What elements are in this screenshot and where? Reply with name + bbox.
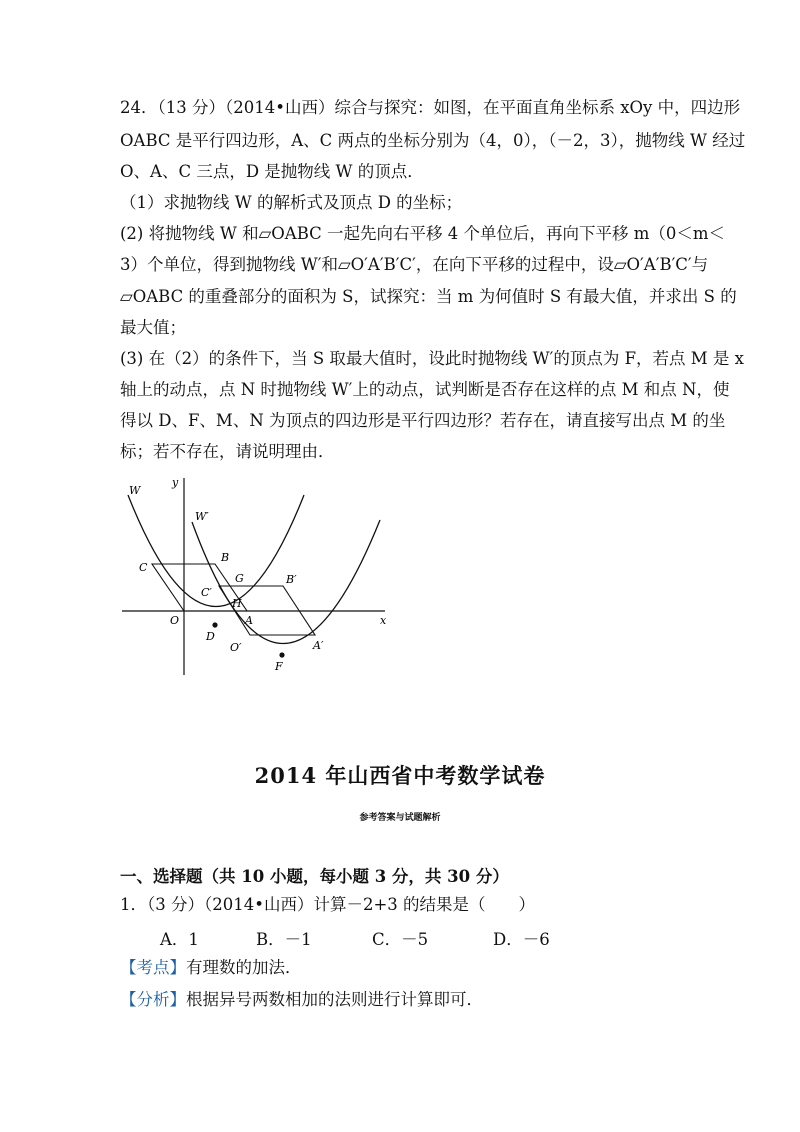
problem24-line-3: O、A、C 三点，D 是抛物线 W 的顶点． <box>120 162 424 181</box>
problem24-line-9: (3) 在（2）的条件下，当 S 取最大值时，设此时抛物线 W′的顶点为 F，若点 M 是 x <box>120 349 744 368</box>
fenxi-row <box>120 989 483 1011</box>
kaodian-tag: 【考点】 <box>120 958 186 977</box>
label-a: A <box>245 614 253 627</box>
problem24-line-4: （1）求抛物线 W 的解析式及顶点 D 的坐标； <box>120 193 463 212</box>
fenxi-text: 根据异号两数相加的法则进行计算即可． <box>186 990 483 1009</box>
label-c-prime: C′ <box>201 586 212 599</box>
kaodian-row <box>120 957 302 979</box>
option-b: B．－1 <box>256 930 312 949</box>
problem24-line-10: 轴上的动点，点 N 时抛物线 W′上的动点，试判断是否存在这样的点 M 和点 N，使 <box>120 380 730 399</box>
label-x: x <box>380 614 387 627</box>
problem24-line-12: 标；若不存在，请说明理由． <box>120 442 335 461</box>
problem24-line-5: (2) 将抛物线 W 和▱OABC 一起先向右平移 4 个单位后，再向下平移 m（0＜m＜ <box>120 224 726 243</box>
option-c: C．－5 <box>372 930 429 949</box>
label-b: B <box>221 551 230 564</box>
kaodian-text: 有理数的加法． <box>186 958 302 977</box>
label-d: D <box>206 630 215 643</box>
fenxi-tag: 【分析】 <box>120 990 186 1009</box>
answer-sheet-subtitle: 参考答案与试题解析 <box>359 813 441 823</box>
label-f: F <box>275 660 283 673</box>
label-w-prime: W′ <box>195 510 209 523</box>
problem24-line-7: ▱OABC 的重叠部分的面积为 S，试探究：当 m 为何值时 S 有最大值，并求出 S 的 <box>120 287 737 306</box>
parabola-figure <box>118 470 398 680</box>
label-w: W <box>129 484 141 497</box>
problem24-line-6: 3）个单位，得到抛物线 W′和▱O′A′B′C′，在向下平移的过程中，设▱O′A′B′C′与 <box>120 255 709 274</box>
problem24-line-2: OABC 是平行四边形，A、C 两点的坐标分别为（4，0），（－2，3），抛物线 W 经过 <box>120 131 746 150</box>
answer-sheet-title: 2014 年山西省中考数学试卷 <box>254 763 546 788</box>
label-g: G <box>235 572 244 585</box>
label-o-prime: O′ <box>230 641 242 654</box>
option-d: D．－6 <box>493 930 550 949</box>
problem24-line-1: 24．（13 分）（2014•山西）综合与探究：如图，在平面直角坐标系 xOy 中，四边形 <box>120 98 741 117</box>
question-1: 1．（3 分）（2014•山西）计算－2+3 的结果是（ ） <box>120 895 536 914</box>
option-a: A．1 <box>160 930 199 949</box>
problem24-line-8: 最大值； <box>120 318 186 337</box>
label-c: C <box>139 561 148 574</box>
label-b-prime: B′ <box>286 573 297 586</box>
label-o: O <box>170 614 180 627</box>
parabola-w <box>128 495 304 607</box>
problem24-line-11: 得以 D、F、M、N 为顶点的四边形是平行四边形？若存在，请直接写出点 M 的坐 <box>120 411 726 430</box>
label-h: H <box>232 597 242 610</box>
point-f <box>279 652 284 657</box>
label-y: y <box>172 476 179 489</box>
section-heading: 一、选择题（共 10 小题，每小题 3 分，共 30 分） <box>120 867 509 886</box>
label-a-prime: A′ <box>313 639 324 652</box>
point-d <box>212 622 217 627</box>
